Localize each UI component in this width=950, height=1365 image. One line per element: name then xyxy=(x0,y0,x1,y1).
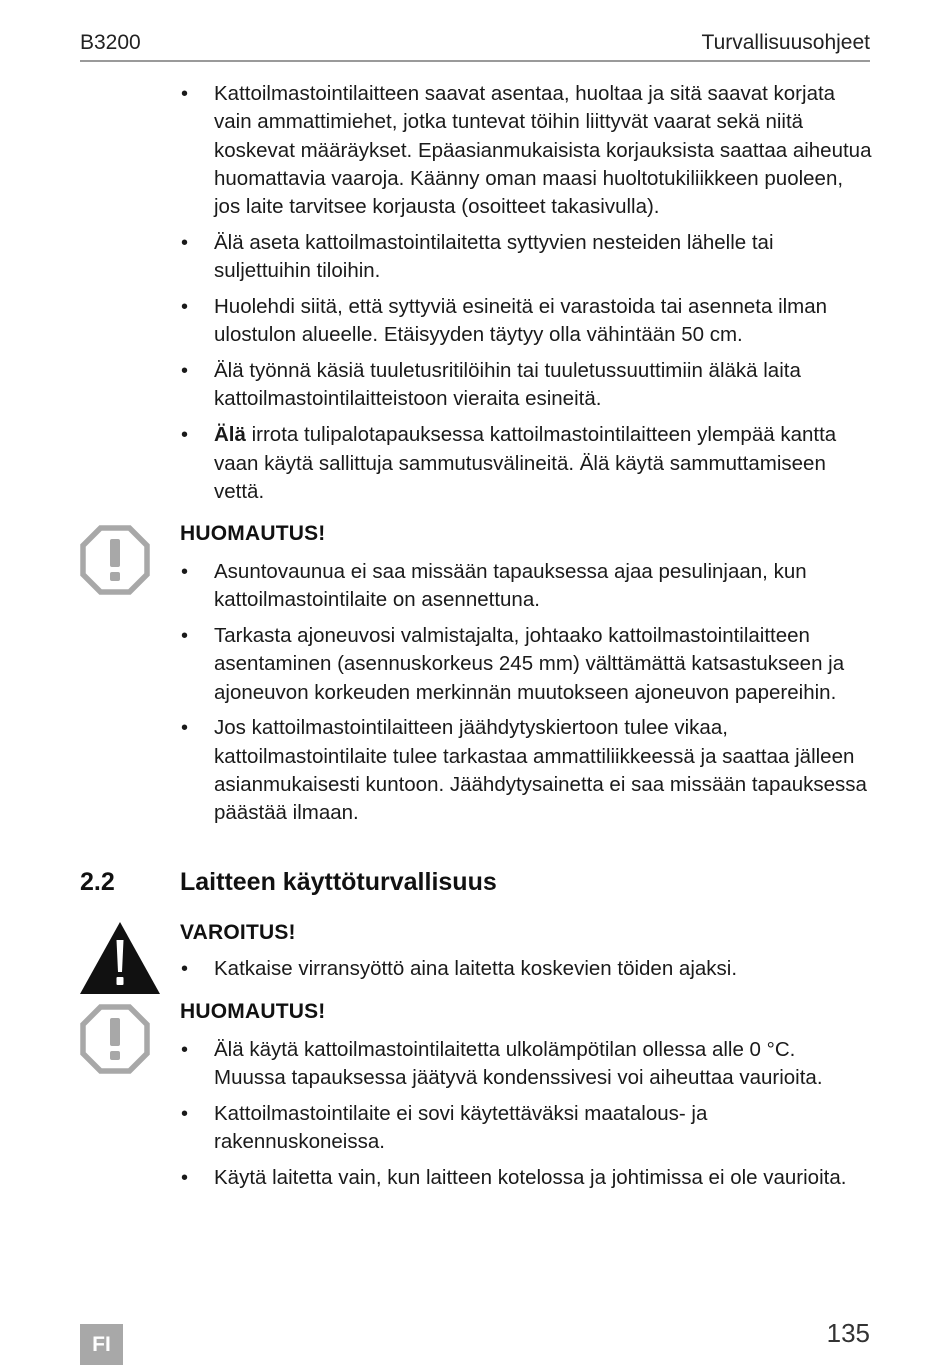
bullet-icon: • xyxy=(181,296,189,319)
bullet-icon: • xyxy=(181,958,189,980)
section-title: Laitteen käyttöturvallisuus xyxy=(180,868,497,896)
list-item: • Jos kattoilmastointilaitteen jäähdytyskiertoon tulee vikaa, kattoilmastointilaite tulee tarkastaa ammattiliikkeessä ja saattaa jälleen asianmukaisesti kuntoon. Jäähdytysainetta ei saa missään tapauksessa päästää ilmaan. xyxy=(181,716,867,825)
page-header xyxy=(80,30,870,62)
bullet-icon: • xyxy=(181,625,189,648)
list-item: • Huolehdi siitä, että syttyviä esineitä ei varastoida tai asenneta ilman ulostulon alueelle. Etäisyyden täytyy olla vähintään 50 cm. xyxy=(181,295,828,347)
bullet-icon: • xyxy=(181,1167,189,1190)
list-item: • Katkaise virransyöttö aina laitetta koskevien töiden ajaksi. xyxy=(180,955,872,983)
bullet-icon: • xyxy=(181,561,189,583)
notice-heading: HUOMAUTUS! xyxy=(180,522,326,545)
model-name: B3200 xyxy=(80,31,141,54)
notice-bullet-list xyxy=(180,1036,872,1200)
notice-exclamation-octagon-icon xyxy=(80,1004,150,1074)
bullet-icon: • xyxy=(181,424,189,447)
list-item: • Älä työnnä käsiä tuuletusritilöihin tai tuuletussuuttimiin äläkä laita kattoilmastointilaitteistoon vieraita esineitä. xyxy=(181,359,801,411)
bullet-icon: • xyxy=(181,83,189,105)
emphasis: Älä xyxy=(214,423,246,447)
language-badge: FI xyxy=(80,1324,123,1365)
list-item: • Älä käytä kattoilmastointilaitetta ulkolämpötilan ollessa alle 0 °C. Muussa tapauksessa jäätyvä kondenssivesi voi aiheuttaa vaurioita. xyxy=(181,1038,823,1090)
intro-bullet-list xyxy=(180,80,872,514)
bullet-icon: • xyxy=(181,1103,189,1126)
page-number: 135 xyxy=(826,1318,870,1348)
list-item: • Kattoilmastointilaite ei sovi käytettäväksi maatalous- ja rakennuskoneissa. xyxy=(181,1102,708,1154)
warning-bullet-list xyxy=(180,955,872,991)
warning-triangle-icon xyxy=(80,922,160,994)
section-name: Turvallisuusohjeet xyxy=(701,31,870,54)
notice-heading: HUOMAUTUS! xyxy=(180,1000,326,1023)
section-number: 2.2 xyxy=(80,868,115,896)
bullet-icon: • xyxy=(181,1039,189,1061)
bullet-icon: • xyxy=(181,231,189,254)
list-item: • Älä irrota tulipalotapauksessa kattoilmastointilaitteen ylempää kantta vaan käytä sallittuja sammutusvälineitä. Älä käytä sammuttamiseen vettä. xyxy=(181,423,837,503)
list-item: • Älä aseta kattoilmastointilaitetta syttyvien nesteiden lähelle tai suljettuihin tiloihin. xyxy=(181,230,774,283)
bullet-icon: • xyxy=(181,717,189,740)
list-item: • Kattoilmastointilaitteen saavat asentaa, huoltaa ja sitä saavat korjata vain ammattimiehet, jotka tuntevat töihin liittyvät vaarat sekä niitä koskevat määräykset. Epäasianmukaisista korjauksista saattaa aiheutua huomattavia vaaroja. Käänny oman maasi huoltotukiliikkeen puoleen, jos laite tarvitsee korjausta (osoitteet takasivulla). xyxy=(181,82,872,219)
list-item: • Käytä laitetta vain, kun laitteen kotelossa ja johtimissa ei ole vaurioita. xyxy=(180,1164,872,1192)
notice-bullet-list xyxy=(180,558,872,835)
notice-exclamation-octagon-icon xyxy=(80,525,150,595)
list-item: • Asuntovaunua ei saa missään tapauksessa ajaa pesulinjaan, kun kattoilmastointilaite on asennettuna. xyxy=(181,560,807,612)
bullet-icon: • xyxy=(181,360,189,383)
list-item: • Tarkasta ajoneuvosi valmistajalta, johtaako kattoilmastointilaitteen asentaminen (asennuskorkeus 245 mm) välttämättä katsastukseen ja ajoneuvon korkeuden merkinnän muutokseen ajoneuvon papereihin. xyxy=(181,624,845,704)
warning-heading: VAROITUS! xyxy=(180,921,296,944)
